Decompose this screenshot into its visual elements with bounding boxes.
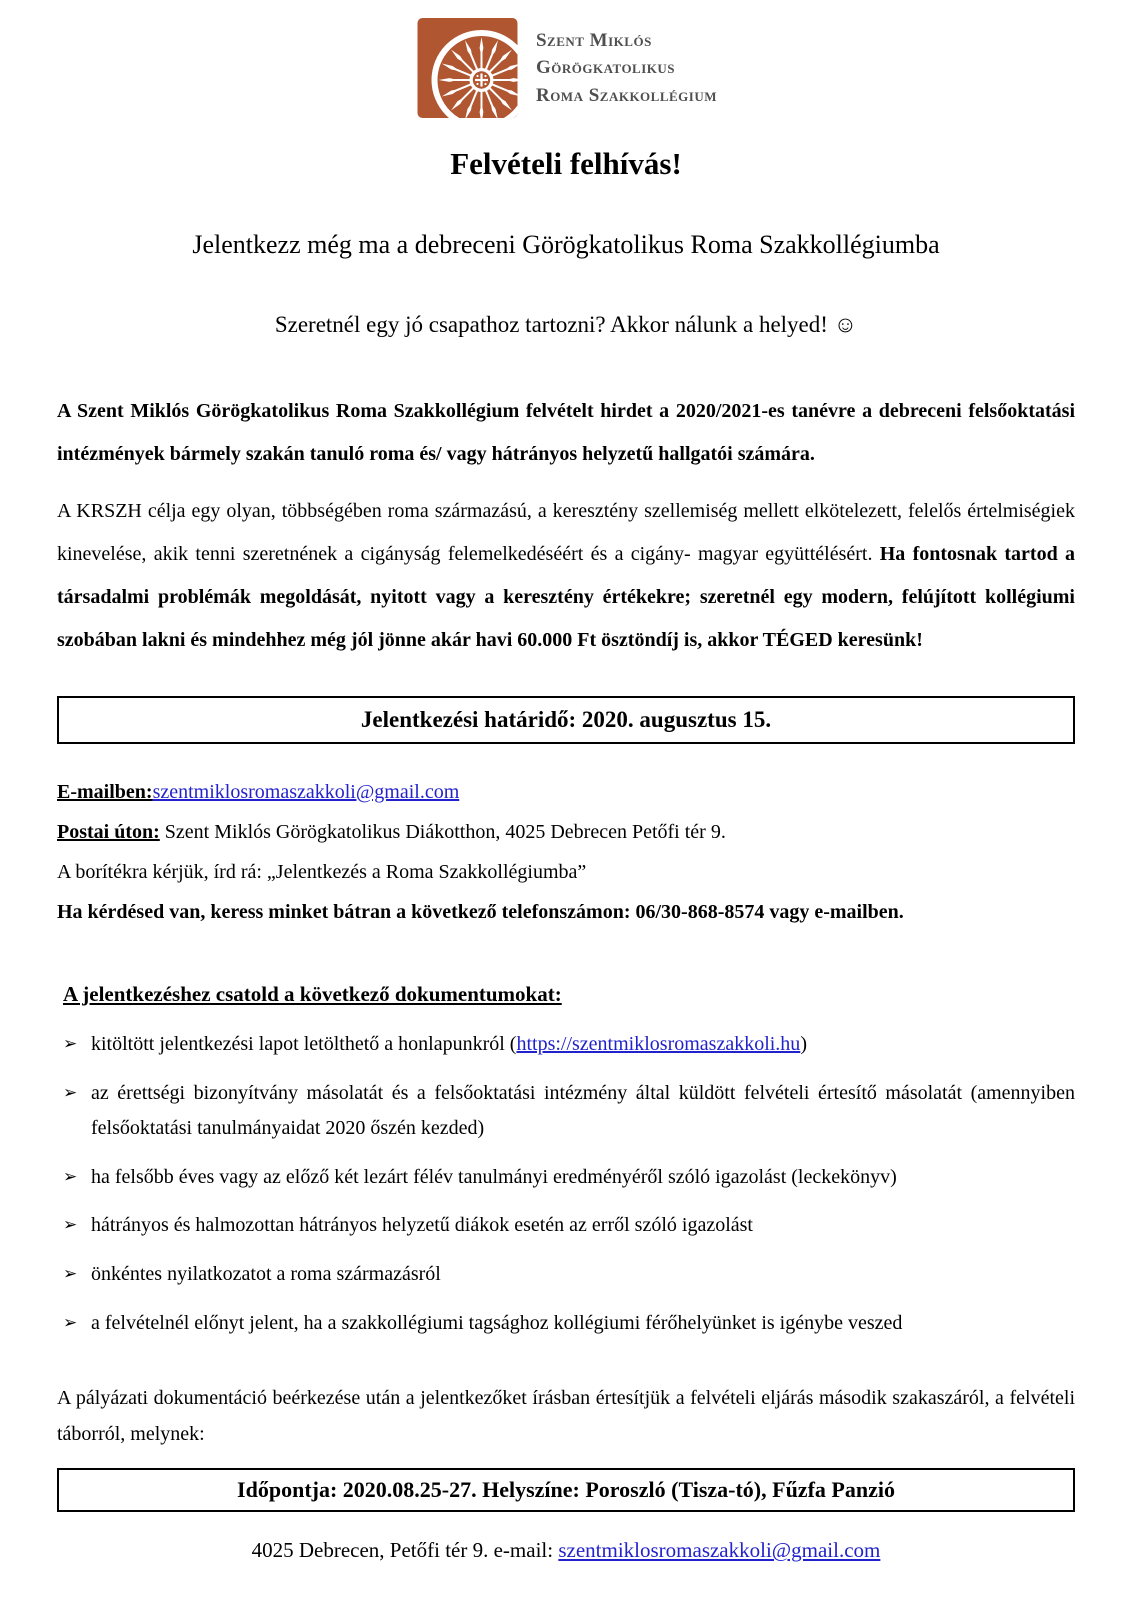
list-item-text-post: ): [800, 1033, 807, 1055]
arrow-bullet-icon: ➢: [63, 1034, 78, 1054]
list-item-text-pre: kitöltött jelentkezési lapot letölthető a honlapunkról (: [91, 1033, 517, 1055]
camp-banner: Időpontja: 2020.08.25-27. Helyszíne: Poroszló (Tisza-tó), Fűzfa Panzió: [57, 1468, 1075, 1512]
email-label: E-mailben:: [57, 781, 153, 803]
website-link[interactable]: https://szentmiklosromaszakkoli.hu: [516, 1033, 801, 1055]
list-item: [57, 1306, 1075, 1342]
list-item: [57, 1257, 1075, 1293]
page-subtitle: Jelentkezz még ma a debreceni Görögkatolikus Roma Szakkollégiumba: [192, 230, 940, 259]
org-name-line: Roma Szakkollégium: [535, 84, 718, 106]
list-item-text: [91, 1027, 1075, 1063]
list-item: [57, 1160, 1075, 1196]
deadline-banner: Jelentkezési határidő: 2020. augusztus 15.: [57, 696, 1075, 744]
page-title: Felvételi felhívás!: [450, 146, 682, 181]
questions-note: Ha kérdésed van, keress minket bátran a következő telefonszámon: 06/30-868-8574 vagy e-mailben.: [57, 901, 904, 923]
email-link[interactable]: szentmiklosromaszakkoli@gmail.com: [152, 781, 460, 803]
list-item-text: önkéntes nyilatkozatot a roma származásról: [91, 1262, 441, 1285]
list-item-text: ha felsőbb éves vagy az előző két lezárt félév tanulmányi eredményéről szóló igazolást (leckekönyv): [91, 1165, 897, 1188]
list-item: [57, 1027, 1075, 1063]
arrow-bullet-icon: ➢: [63, 1215, 78, 1236]
mission-paragraph: [57, 490, 1075, 662]
contact-email-row: [57, 772, 1075, 812]
tagline: Szeretnél egy jó csapathoz tartozni? Akkor nálunk a helyed! ☺: [274, 312, 858, 337]
org-logo: [57, 0, 1075, 118]
list-item-text: a felvételnél előnyt jelent, ha a szakkollégiumi tagsághoz kollégiumi férőhelyünket is igénybe veszed: [91, 1311, 903, 1334]
list-item-text: az érettségi bizonyítvány másolatát és a felsőoktatási intézmény által küldött felvételi értesítő másolatát (amennyiben felsőoktatási tanulmányaidat 2020 őszén kezded): [91, 1081, 1075, 1140]
arrow-bullet-icon: ➢: [63, 1263, 78, 1284]
footer-email-link[interactable]: szentmiklosromaszakkoli@gmail.com: [558, 1538, 881, 1563]
postal-label: Postai úton:: [57, 821, 160, 843]
list-item-text: hátrányos és halmozottan hátrányos helyzetű diákok esetén az erről szóló igazolást: [91, 1214, 753, 1237]
arrow-bullet-icon: ➢: [63, 1312, 78, 1333]
footer: [57, 1538, 1075, 1563]
arrow-bullet-icon: ➢: [63, 1082, 78, 1103]
mission-regular-text: A KRSZH célja egy olyan, többségében roma származású, a keresztény szellemiség mellett elkötelezett, felelős értelmiségiek kinevelése, akik tenni szeretnének a cigányság felemelkedéséért és a cigány- magyar együttélésért.: [57, 500, 1075, 565]
org-name-line: Görögkatolikus: [535, 57, 676, 79]
arrow-bullet-icon: ➢: [63, 1166, 78, 1187]
list-item: [57, 1208, 1075, 1244]
envelope-note: A borítékra kérjük, írd rá: „Jelentkezés a Roma Szakkollégiumba”: [57, 861, 587, 883]
postal-address: Szent Miklós Görögkatolikus Diákotthon, 4025 Debrecen Petőfi tér 9.: [164, 821, 726, 843]
documents-heading: A jelentkezéshez csatold a következő dokumentumokat:: [63, 982, 562, 1006]
contact-block: [57, 772, 1075, 932]
closing-paragraph: A pályázati dokumentáció beérkezése után a jelentkezőket írásban értesítjük a felvételi eljárás második szakaszáról, a felvételi táborról, melynek:: [57, 1387, 1075, 1445]
contact-postal-row: [57, 812, 1075, 852]
mission-bold-text: Ha fontosnak tartod a társadalmi problémák megoldását, nyitott vagy a keresztény értékekre; szeretnél egy modern, felújított kollégiumi szobában lakni és mindehhez még jól jönne akár havi 60.000 Ft ösztöndíj is, akkor TÉGED keresünk!: [57, 543, 1075, 651]
list-item: [57, 1076, 1075, 1147]
footer-address: 4025 Debrecen, Petőfi tér 9. e-mail:: [251, 1538, 559, 1563]
org-name: [536, 27, 717, 110]
wheel-logo-icon: [415, 18, 520, 118]
org-name-line: Szent Miklós: [535, 29, 652, 51]
intro-paragraph: A Szent Miklós Görögkatolikus Roma Szakkollégium felvételt hirdet a 2020/2021-es tanévre a debreceni felsőoktatási intézmények bármely szakán tanuló roma és/ vagy hátrányos helyzetű hallgatói számára.: [57, 400, 1075, 465]
documents-list: [57, 1027, 1075, 1341]
